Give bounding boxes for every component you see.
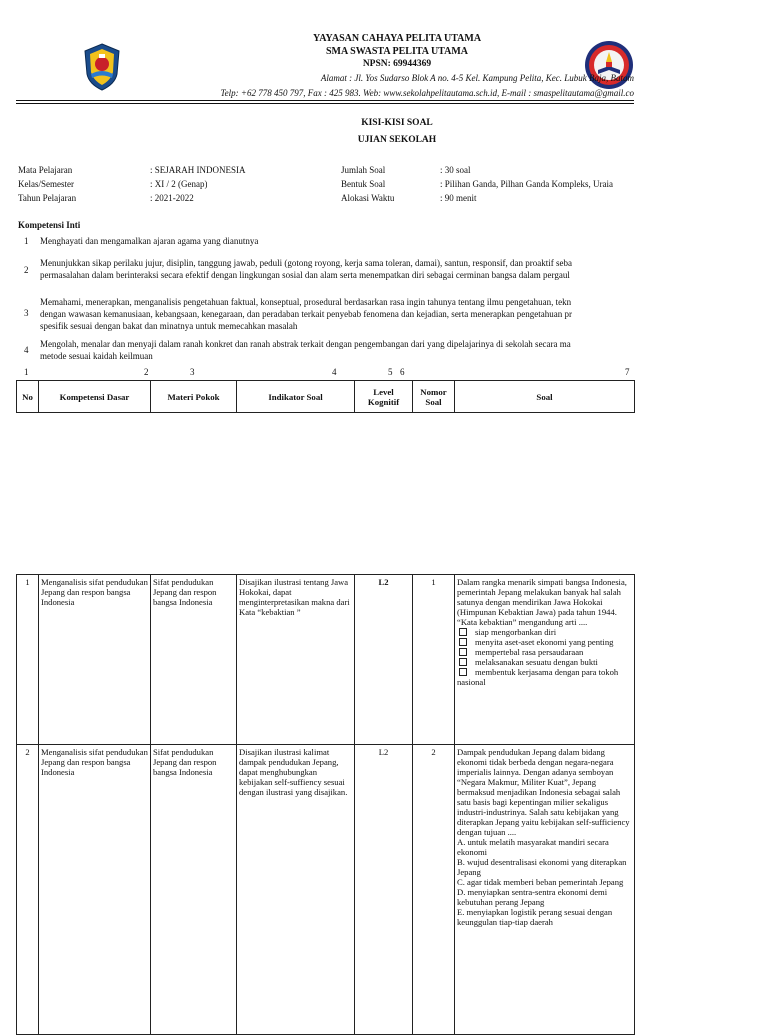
- header-soal: Soal: [455, 381, 635, 413]
- option-text: menyita aset-aset ekonomi yang penting: [475, 637, 614, 647]
- npsn: NPSN: 69944369: [362, 59, 432, 69]
- header-kompetensi-dasar: Kompetensi Dasar: [39, 381, 151, 413]
- option-item: B. wujud desentralisasi ekonomi yang diterapkan Jepang: [457, 857, 627, 877]
- option-item: [457, 667, 632, 687]
- option-text: membentuk kerjasama dengan para tokoh nasional: [457, 667, 619, 687]
- cell-nomor-soal: 2: [413, 745, 455, 1035]
- option-item: [457, 657, 632, 667]
- question-text: Dalam rangka menarik simpati bangsa Indonesia, pemerintah Jepang melakukan banyak hal salah satunya dengan mendirikan Jawa Hokokai (Himpunan Kebaktian Jawa) pada tahun 1944. “Kata kebaktian” mengandung arti ....: [457, 577, 627, 627]
- document-title: KISI-KISI SOAL: [361, 118, 433, 128]
- header-indikator-soal: Indikator Soal: [237, 381, 355, 413]
- checkbox-icon: [459, 658, 467, 666]
- table-row: [17, 745, 635, 1035]
- ki-text-line: dengan wawasan kemanusiaan, kebangsaan, kenegaraan, dan peradaban terkait penyebab fenomena dan kejadian, serta menerapkan pengetahuan pr: [40, 309, 573, 319]
- cell-materi-pokok: Sifat pendudukan Jepang dan respon bangsa Indonesia: [151, 745, 237, 1035]
- school-name: SMA SWASTA PELITA UTAMA: [326, 46, 468, 57]
- ki-text-line: Mengolah, menalar dan menyaji dalam ranah konkret dan ranah abstrak terkait dengan pengembangan dari yang dipelajarinya di sekolah secara ma: [40, 339, 571, 349]
- info-label-time: Alokasi Waktu: [341, 193, 395, 203]
- letterhead-divider: [16, 100, 634, 101]
- checkbox-icon: [459, 668, 467, 676]
- checkbox-icon: [459, 628, 467, 636]
- option-text: siap mengorbankan diri: [475, 627, 557, 637]
- info-label-question-type: Bentuk Soal: [341, 179, 386, 189]
- header-no: No: [17, 381, 39, 413]
- document-subtitle: UJIAN SEKOLAH: [357, 135, 437, 145]
- foundation-name: YAYASAN CAHAYA PELITA UTAMA: [312, 33, 482, 44]
- column-number: 5: [388, 367, 393, 377]
- header-nomor-soal: Nomor Soal: [413, 381, 455, 413]
- checkbox-icon: [459, 648, 467, 656]
- option-item: [457, 637, 632, 647]
- ki-number: 4: [24, 345, 29, 355]
- school-address: Alamat : Jl. Yos Sudarso Blok A no. 4-5 Kel. Kampung Pelita, Kec. Lubuk Baja, Batam: [320, 73, 634, 83]
- cell-kompetensi-dasar: Menganalisis sifat pendudukan Jepang dan respon bangsa Indonesia: [39, 575, 151, 745]
- grid-header-table: [16, 380, 635, 413]
- school-contact: Telp: +62 778 450 797, Fax : 425 983. Web: www.sekolahpelitautama.sch.id, E-mail : smaspelitautama@gmail.co: [220, 88, 634, 98]
- header-materi-pokok: Materi Pokok: [151, 381, 237, 413]
- letterhead-divider-thin: [16, 103, 634, 104]
- option-item: E. menyiapkan logistik perang sesuai dengan keunggulan tiap-tiap daerah: [457, 907, 613, 927]
- option-text: mempertebal rasa persaudaraan: [475, 647, 584, 657]
- cell-indikator-soal: Disajikan ilustrasi kalimat dampak pendudukan Jepang, dapat menghubungkan kebijakan self-suffiency sesuai dengan ilustrasi yang disajikan.: [237, 745, 355, 1035]
- cell-kompetensi-dasar: Menganalisis sifat pendudukan Jepang dan respon bangsa Indonesia: [39, 745, 151, 1035]
- option-item: A. untuk melatih masyarakat mandiri secara ekonomi: [457, 837, 609, 857]
- ki-heading: Kompetensi Inti: [18, 220, 81, 230]
- option-item: [457, 647, 632, 657]
- checkbox-icon: [459, 638, 467, 646]
- question-text: Dampak pendudukan Jepang dalam bidang ekonomi tidak berbeda dengan negara-negara imperialis lainnya. Dengan adanya semboyan “Negara Makmur, Militer Kuat”, Jepang bermaksud menjadikan Indonesia sebagai salah satu basis bagi kepentingan milier sekaligus industri-industrinya. Salah satu kebijakan yang diterapkan Jepang yaitu kebijakan self-sufficiency dengan tujuan ....: [457, 747, 630, 837]
- info-value-time: : 90 menit: [440, 193, 477, 203]
- ki-text-line: metode sesuai kaidah keilmuan: [40, 351, 153, 361]
- ki-text-line: Menunjukkan sikap perilaku jujur, disiplin, tanggung jawab, peduli (gotong royong, kerja sama toleran, damai), santun, responsif, dan proaktif seba: [40, 258, 573, 268]
- province-emblem-logo: [82, 42, 122, 92]
- info-value-question-type: : Pilihan Ganda, Pilhan Ganda Kompleks, Uraia: [440, 179, 613, 189]
- cell-no: 2: [17, 745, 39, 1035]
- option-item: D. menyiapkan sentra-sentra ekonomi demi kebutuhan perang Jepang: [457, 887, 608, 907]
- ki-text-line: Menghayati dan mengamalkan ajaran agama yang dianutnya: [40, 236, 259, 246]
- info-value-class: : XI / 2 (Genap): [150, 179, 208, 189]
- cell-indikator-soal: Disajikan ilustrasi tentang Jawa Hokokai, dapat menginterpretasikan makna dari Kata “kebaktian ”: [237, 575, 355, 745]
- column-number: 3: [190, 367, 195, 377]
- info-label-year: Tahun Pelajaran: [18, 193, 77, 203]
- ki-number: 1: [24, 236, 29, 246]
- column-number: 1: [24, 367, 29, 377]
- cell-materi-pokok: Sifat pendudukan Jepang dan respon bangsa Indonesia: [151, 575, 237, 745]
- info-label-class: Kelas/Semester: [18, 179, 74, 189]
- grid-body-table: [16, 574, 635, 1035]
- cell-level-kognitif: L2: [355, 745, 413, 1035]
- cell-level-kognitif: L2: [355, 575, 413, 745]
- column-number: 2: [144, 367, 149, 377]
- info-value-subject: : SEJARAH INDONESIA: [150, 165, 246, 175]
- info-value-question-count: : 30 soal: [440, 165, 471, 175]
- table-row: [17, 575, 635, 745]
- ki-number: 3: [24, 308, 29, 318]
- info-label-subject: Mata Pelajaran: [18, 165, 73, 175]
- cell-nomor-soal: 1: [413, 575, 455, 745]
- cell-soal: [455, 575, 635, 745]
- ki-text-line: permasalahan dalam berinteraksi secara efektif dengan lingkungan sosial dan alam serta menempatkan diri sebagai cerminan bangsa dalam pergaul: [40, 270, 570, 280]
- info-label-question-count: Jumlah Soal: [341, 165, 386, 175]
- cell-soal: [455, 745, 635, 1035]
- ki-text-line: spesifik sesuai dengan bakat dan minatnya untuk memecahkan masalah: [40, 321, 298, 331]
- column-number: 4: [332, 367, 337, 377]
- info-value-year: : 2021-2022: [150, 193, 194, 203]
- column-number: 7: [625, 367, 630, 377]
- option-item: C. agar tidak memberi beban pemerintah Jepang: [457, 877, 624, 887]
- header-level-kognitif: Level Kognitif: [355, 381, 413, 413]
- ki-text-line: Memahami, menerapkan, menganalisis pengetahuan faktual, konseptual, prosedural berdasarkan rasa ingin tahunya tentang ilmu pengetahuan, tekn: [40, 297, 572, 307]
- ki-number: 2: [24, 265, 29, 275]
- option-text: melaksanakan sesuatu dengan bukti: [475, 657, 598, 667]
- column-number: 6: [400, 367, 405, 377]
- cell-no: 1: [17, 575, 39, 745]
- option-item: [457, 627, 632, 637]
